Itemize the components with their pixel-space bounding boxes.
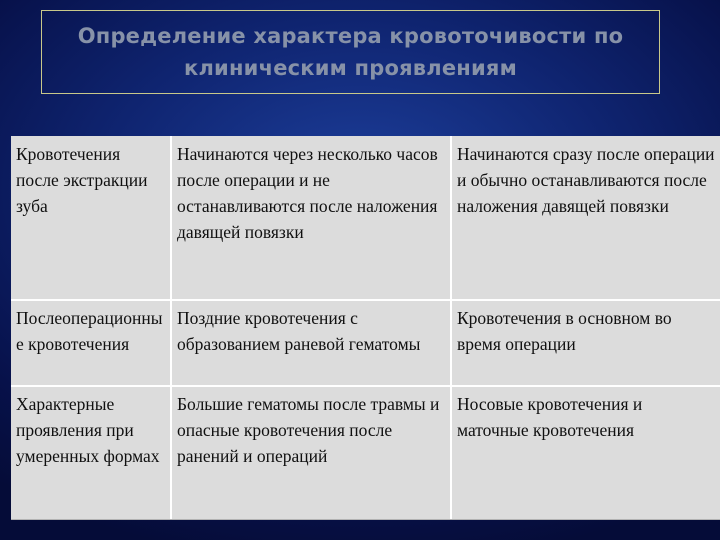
immediate-bleeding-cell: Кровотечения в основном во время операции (452, 301, 720, 387)
table-row (11, 136, 720, 301)
delayed-bleeding-cell: Начинаются через несколько часов после операции и не останавливаются после наложения давящей повязки (172, 136, 452, 301)
immediate-bleeding-cell: Начинаются сразу после операции и обычно останавливаются после наложения давящей повязки (452, 136, 720, 301)
table-row (11, 301, 720, 387)
slide-title: Определение характера кровоточивости по клиническим проявлениям (77, 24, 624, 80)
table-row (11, 387, 720, 519)
delayed-bleeding-cell: Большие гематомы после травмы и опасные кровотечения после ранений и операций (172, 387, 452, 519)
comparison-table (11, 136, 720, 519)
delayed-bleeding-cell: Поздние кровотечения с образованием раневой гематомы (172, 301, 452, 387)
row-label-cell: Послеоперационные кровотечения (11, 301, 172, 387)
row-label-cell: Кровотечения после экстракции зуба (11, 136, 172, 301)
immediate-bleeding-cell: Носовые кровотечения и маточные кровотечения (452, 387, 720, 519)
row-label-cell: Характерные проявления при умеренных формах (11, 387, 172, 519)
bleeding-table (11, 136, 720, 520)
title-box (41, 10, 660, 94)
